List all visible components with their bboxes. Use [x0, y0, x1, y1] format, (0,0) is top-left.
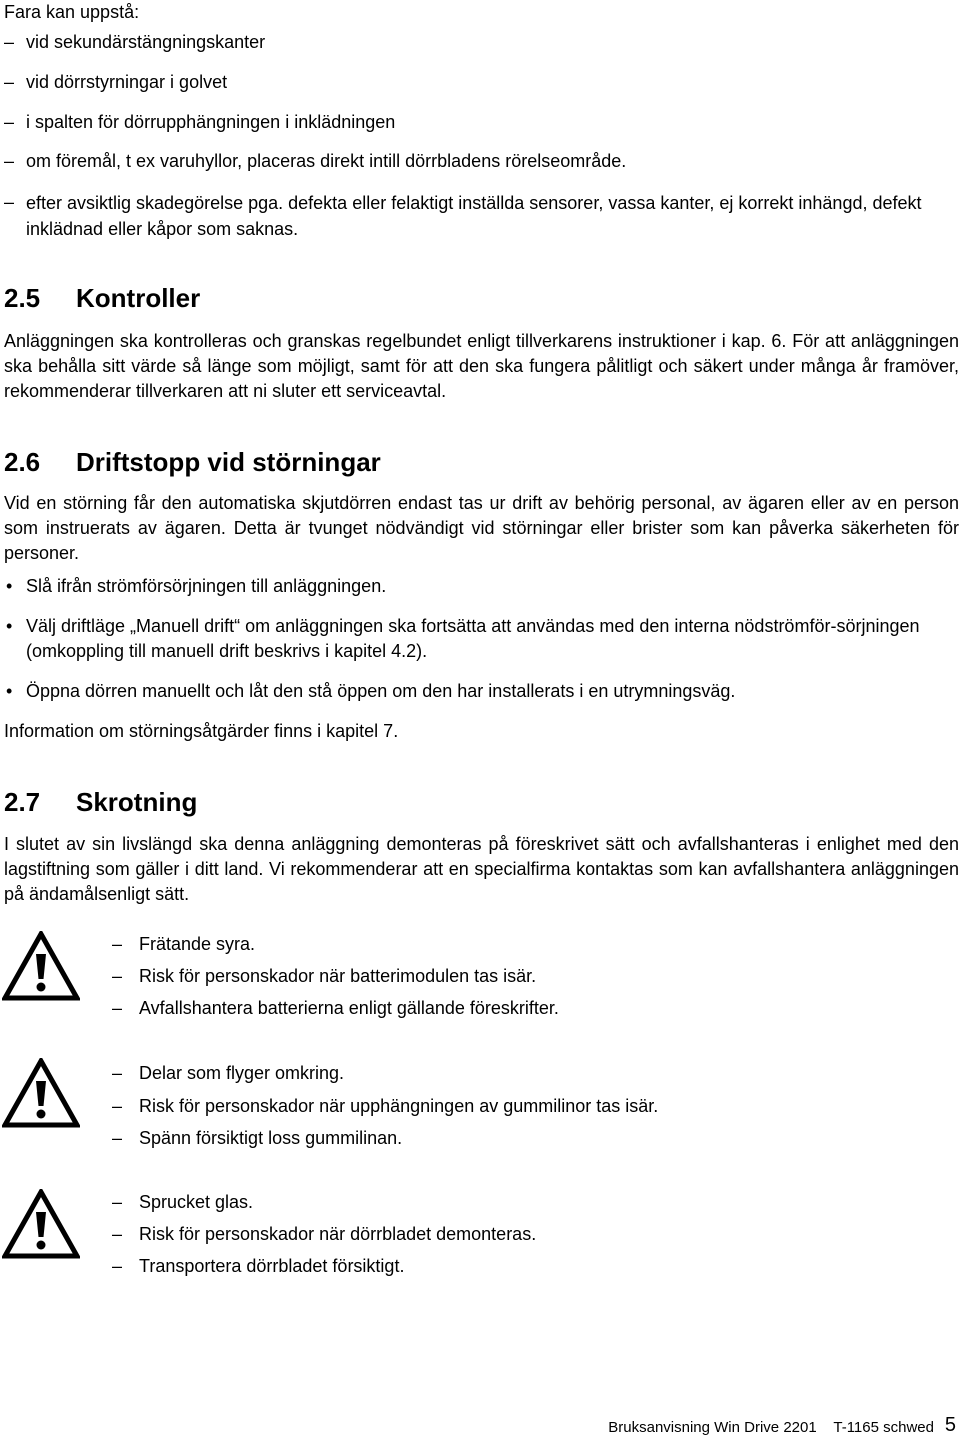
intro-title: Fara kan uppstå: — [4, 2, 140, 22]
warning-text: Delar som flyger omkring. — [139, 1063, 345, 1083]
footer-doc-code: T-1165 schwed — [833, 1419, 934, 1436]
warning-triangle-icon — [2, 1189, 80, 1259]
section-heading — [4, 283, 200, 313]
list-item-text: vid sekundärstängningskanter — [26, 32, 266, 52]
list-item-text: efter avsiktlig skadegörelse pga. defekta eller felaktigt inställda sensorer, vassa kanter, ej korrekt inhängd, defekt inklädnad eller kåpor som saknas. — [26, 193, 922, 239]
dash-marker: – — [112, 1128, 123, 1148]
section-number: 2.7 — [4, 787, 41, 817]
dash-marker: – — [112, 1063, 123, 1083]
list-item-text: om föremål, t ex varuhyllor, placeras direkt intill dörrbladens rörelseområde. — [26, 151, 627, 171]
list-item — [4, 190, 960, 240]
bullet-marker: • — [6, 616, 13, 636]
section-number: 2.6 — [4, 447, 41, 477]
bullet-text: Slå ifrån strömförsörjningen till anläggningen. — [26, 576, 387, 596]
dash-marker: – — [112, 934, 123, 954]
dash-marker: – — [112, 1256, 123, 1276]
warning-text: Frätande syra. — [139, 934, 256, 954]
bullet-marker: • — [6, 576, 13, 596]
warning-text: Transportera dörrbladet försiktigt. — [139, 1256, 405, 1276]
bullet-text: Öppna dörren manuellt och låt den stå öppen om den har installerats i en utrymningsväg. — [26, 681, 736, 701]
warning-text: Avfallshantera batterierna enligt gällande föreskrifter. — [139, 998, 559, 1018]
section-title: Kontroller — [76, 283, 201, 313]
dash-marker: – — [4, 32, 15, 52]
warning-triangle-icon — [2, 931, 80, 1001]
page-number: 5 — [944, 1414, 956, 1436]
dash-marker: – — [112, 1224, 123, 1244]
dash-marker: – — [112, 1096, 123, 1116]
dash-marker: – — [4, 72, 15, 92]
section-paragraph: Vid en störning får den automatiska skjutdörren endast tas ur drift av behörig personal, av ägaren eller av en person som instruerats av ägaren. Detta är tvunget nödvändigt vid störningar eller brister som kan påverka säkerheten för personer. — [4, 493, 959, 563]
warning-text: Risk för personskador när dörrbladet demonteras. — [139, 1224, 537, 1244]
info-text: Information om störningsåtgärder finns i kapitel 7. — [4, 721, 399, 741]
dash-marker: – — [112, 1192, 123, 1212]
bullet-text: Välj driftläge „Manuell drift“ om anläggningen ska fortsätta att användas med den interna nödströmför-sörjningen (omkoppling till manuell drift beskrivs i kapitel 4.2). — [26, 616, 920, 661]
warning-text: Risk för personskador när upphängningen av gummilinor tas isär. — [139, 1096, 659, 1116]
list-item-text: i spalten för dörrupphängningen i inklädningen — [26, 112, 396, 132]
warning-text: Sprucket glas. — [139, 1192, 254, 1212]
list-item-text: vid dörrstyrningar i golvet — [26, 72, 228, 92]
section-number: 2.5 — [4, 283, 41, 313]
section-paragraph: I slutet av sin livslängd ska denna anläggning demonteras på föreskrivet sätt och avfallshanteras i enlighet med den lagstiftning som gäller i ditt land. Vi rekommenderar att en specialfirma kontaktas som kan avfallshantera anläggningen på ändamålsenligt sätt. — [4, 834, 959, 904]
dash-marker: – — [112, 998, 123, 1018]
warning-triangle-icon — [2, 1058, 80, 1128]
dash-marker: – — [4, 112, 15, 132]
section-heading — [4, 447, 381, 477]
bullet-marker: • — [6, 681, 13, 701]
warning-text: Risk för personskador när batterimodulen tas isär. — [139, 966, 537, 986]
section-title: Skrotning — [76, 787, 198, 817]
footer-manual-title: Bruksanvisning Win Drive 2201 — [608, 1419, 817, 1436]
section-heading — [4, 787, 197, 817]
section-paragraph: Anläggningen ska kontrolleras och granskas regelbundet enligt tillverkarens instruktioner i kap. 6. För att anläggningen ska behålla sitt värde så länge som möjligt, samt för att den ska fungera pålitligt och säkert under många år framöver, rekommenderar tillverkaren att ni sluter ett serviceavtal. — [4, 331, 959, 401]
section-title: Driftstopp vid störningar — [76, 447, 381, 477]
page-footer — [608, 1414, 956, 1438]
dash-marker: – — [112, 966, 123, 986]
dash-marker: – — [4, 151, 15, 171]
warning-text: Spänn försiktigt loss gummilinan. — [139, 1128, 403, 1148]
dash-marker: – — [4, 192, 15, 212]
